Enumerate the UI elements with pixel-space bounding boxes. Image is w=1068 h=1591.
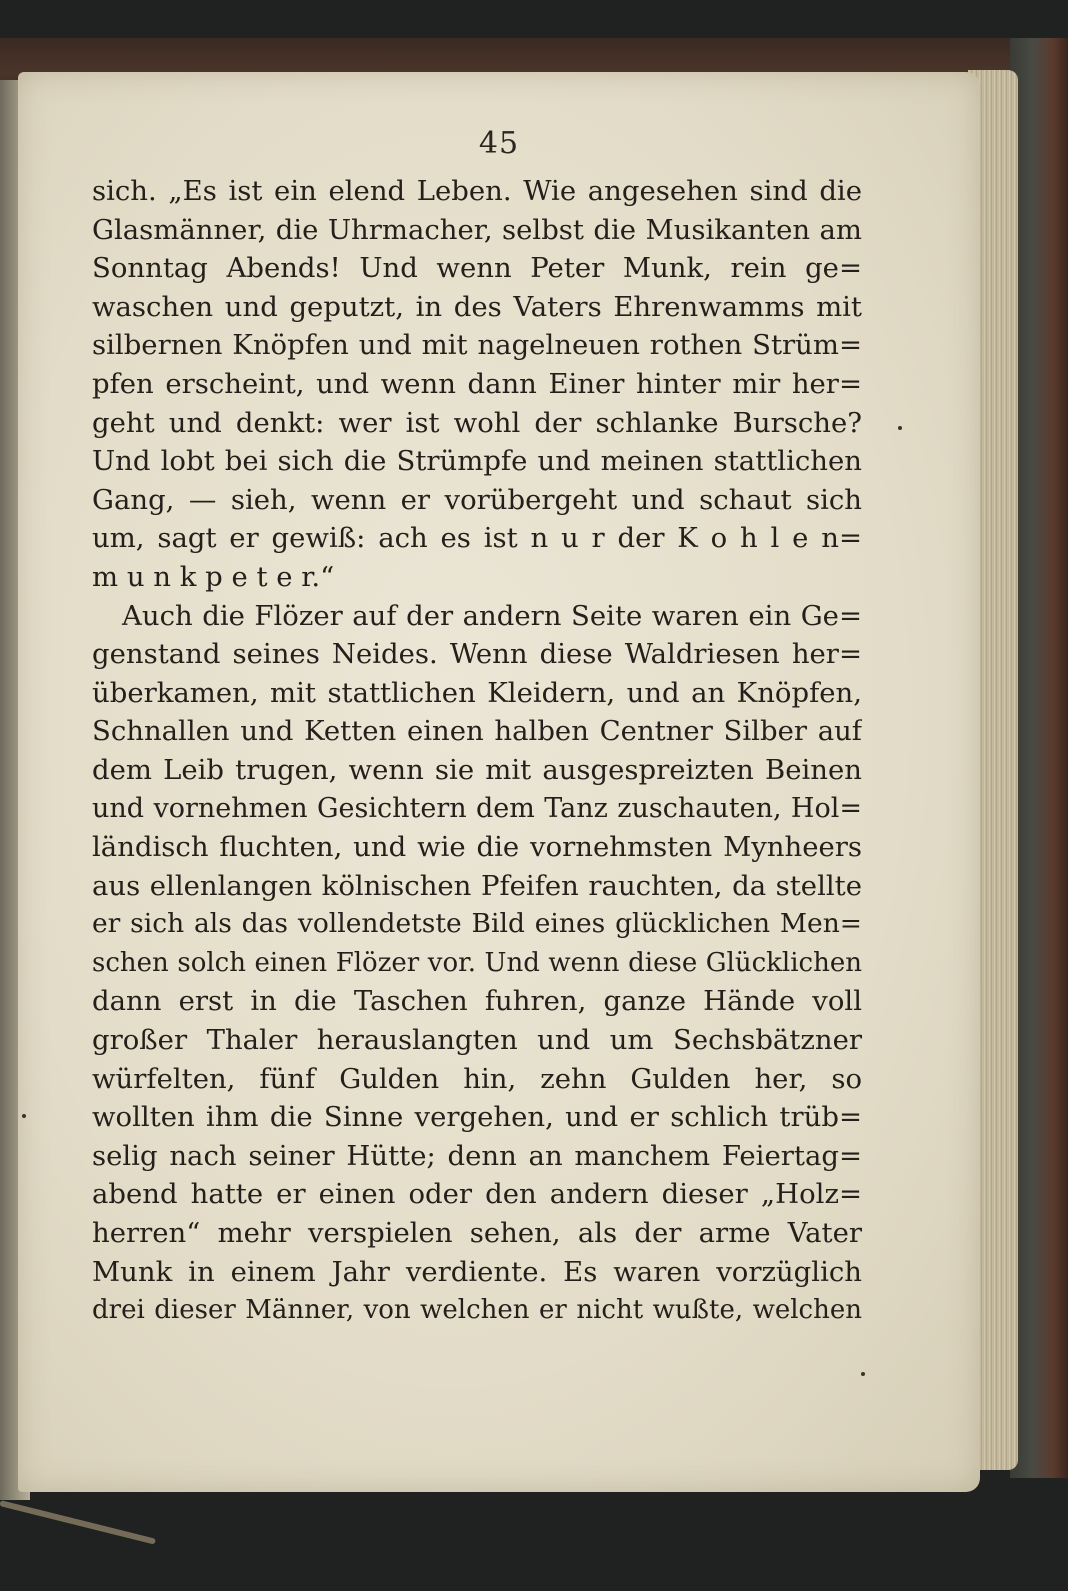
- text-line: überkamen, mit stattlichen Kleidern, und an Knöpfen,: [92, 676, 862, 709]
- text-line: genstand seines Neides. Wenn diese Waldriesen her=: [92, 638, 862, 671]
- text-line: wollten ihm die Sinne vergehen, und er schlich trüb=: [92, 1101, 862, 1134]
- bookmark-ribbon: [0, 1500, 156, 1545]
- text-line: sich. „Es ist ein elend Leben. Wie angesehen sind die: [92, 175, 862, 207]
- text-line: würfelten, fünf Gulden hin, zehn Gulden her, so: [92, 1062, 862, 1095]
- paper-speck: [861, 1372, 865, 1376]
- page-number: 45: [478, 126, 520, 161]
- text-line: m u n k p e t e r.“: [92, 560, 335, 593]
- paper-speck: [898, 426, 902, 430]
- text-line: schen solch einen Flözer vor. Und wenn diese Glücklichen: [92, 947, 862, 978]
- text-line: ländisch fluchten, und wie die vornehmsten Mynheers: [92, 831, 862, 864]
- text-line: silbernen Knöpfen und mit nagelneuen rothen Strüm=: [92, 329, 862, 362]
- text-line: dann erst in die Taschen fuhren, ganze Hände voll: [92, 985, 862, 1018]
- text-line: waschen und geputzt, in des Vaters Ehrenwamms mit: [92, 290, 862, 323]
- text-line: um, sagt er gewiß: ach es ist n u r der K o h l e n=: [92, 522, 862, 555]
- text-line: und vornehmen Gesichtern dem Tanz zuschauten, Hol=: [92, 792, 862, 824]
- text-line: Munk in einem Jahr verdiente. Es waren vorzüglich: [92, 1255, 862, 1288]
- text-line: Sonntag Abends! Und wenn Peter Munk, rein ge=: [92, 252, 862, 285]
- text-line: aus ellenlangen kölnischen Pfeifen rauchten, da stellte: [92, 869, 862, 902]
- book-cover-right: [1010, 38, 1068, 1478]
- text-line: pfen erscheint, und wenn dann Einer hinter mir her=: [92, 367, 862, 400]
- text-line: Schnallen und Ketten einen halben Centner Silber auf: [92, 715, 862, 748]
- text-line: herren“ mehr verspielen sehen, als der arme Vater: [92, 1217, 862, 1250]
- text-line: Auch die Flözer auf der andern Seite waren ein Ge=: [122, 599, 862, 632]
- text-line: drei dieser Männer, von welchen er nicht wußte, welchen: [92, 1295, 862, 1326]
- page-text: [92, 172, 862, 1330]
- text-line: selig nach seiner Hütte; denn an manchem Feiertag=: [92, 1139, 862, 1172]
- text-line: abend hatte er einen oder den andern dieser „Holz=: [92, 1178, 862, 1211]
- text-line: dem Leib trugen, wenn sie mit ausgespreizten Beinen: [92, 753, 862, 786]
- text-line: geht und denkt: wer ist wohl der schlanke Bursche?: [92, 406, 862, 439]
- paper-speck: [22, 1114, 26, 1118]
- text-line: er sich als das vollendetste Bild eines glücklichen Men=: [92, 908, 862, 940]
- text-line: Gang, — sieh, wenn er vorübergeht und schaut sich: [92, 483, 862, 516]
- book-page: [18, 72, 980, 1492]
- text-line: großer Thaler herauslangten und um Sechsbätzner: [92, 1024, 862, 1057]
- text-line: Glasmänner, die Uhrmacher, selbst die Musikanten am: [92, 213, 862, 246]
- text-line: Und lobt bei sich die Strümpfe und meinen stattlichen: [92, 445, 862, 478]
